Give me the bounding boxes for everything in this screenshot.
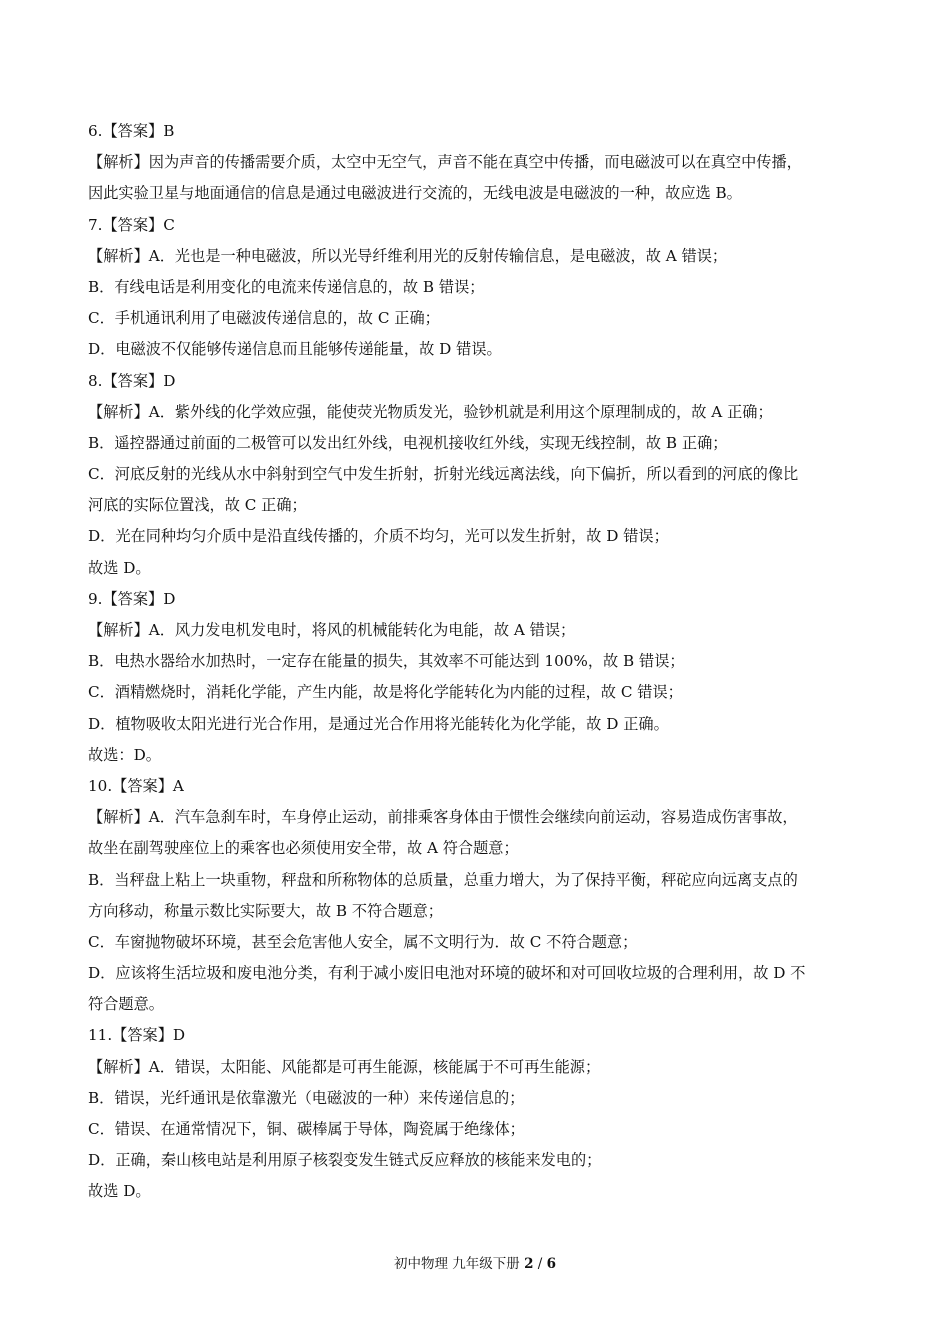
answer-analysis-content — [88, 116, 868, 1208]
footer-separator: / — [537, 1256, 543, 1272]
footer-page-total: 6 — [546, 1256, 557, 1272]
analysis-line: D．应该将生活垃圾和废电池分类，有利于减小废旧电池对环境的破坏和对可回收垃圾的合理利用，故 D 不 — [88, 964, 806, 983]
answer-line: 10.【答案】A — [88, 776, 184, 795]
analysis-line: C．河底反射的光线从水中斜射到空气中发生折射，折射光线远离法线，向下偏折，所以看到的河底的像比 — [88, 465, 799, 484]
analysis-line: C．错误、在通常情况下，铜、碳棒属于导体，陶瓷属于绝缘体； — [88, 1120, 525, 1138]
analysis-line: 方向移动，称量示数比实际要大，故 B 不符合题意； — [88, 901, 443, 920]
analysis-line: 【解析】因为声音的传播需要介质，太空中无空气，声音不能在真空中传播，而电磁波可以在真空中传播， — [88, 153, 802, 172]
answer-line: 9.【答案】D — [88, 589, 176, 608]
analysis-line: 【解析】A．光也是一种电磁波，所以光导纤维利用光的反射传输信息，是电磁波，故 A 错误； — [88, 246, 728, 265]
analysis-line: 【解析】A．风力发电机发电时，将风的机械能转化为电能，故 A 错误； — [88, 621, 576, 639]
analysis-line: D．正确，秦山核电站是利用原子核裂变发生链式反应释放的核能来发电的； — [88, 1151, 602, 1170]
analysis-line: 符合题意。 — [88, 995, 164, 1014]
analysis-line: 【解析】A．汽车急刹车时，车身停止运动，前排乘客身体由于惯性会继续向前运动，容易造成伤害事故， — [88, 808, 798, 827]
analysis-line: 故选：D。 — [88, 745, 161, 764]
analysis-line: B．电热水器给水加热时，一定存在能量的损失，其效率不可能达到 100%，故 B 错误； — [88, 652, 685, 671]
analysis-line: 故选 D。 — [88, 1182, 151, 1201]
analysis-line: 故选 D。 — [88, 558, 151, 577]
answer-line: 11.【答案】D — [88, 1026, 186, 1045]
footer-subject: 初中物理 九年级下册 — [393, 1256, 520, 1272]
analysis-line: D．电磁波不仅能够传递信息而且能够传递能量，故 D 错误。 — [88, 340, 502, 359]
analysis-line: B．遥控器通过前面的二极管可以发出红外线，电视机接收红外线，实现无线控制，故 B 正确； — [88, 433, 728, 452]
analysis-line: C．车窗抛物破坏环境，甚至会危害他人安全，属不文明行为．故 C 不符合题意； — [88, 932, 638, 951]
page-footer — [0, 1254, 950, 1274]
analysis-line: B．当秤盘上粘上一块重物，秤盘和所称物体的总质量，总重力增大，为了保持平衡，秤砣应向远离支点的 — [88, 870, 798, 889]
analysis-line: 故坐在副驾驶座位上的乘客也必须使用安全带，故 A 符合题意； — [88, 839, 519, 858]
analysis-line: 【解析】A．错误，太阳能、风能都是可再生能源，核能属于不可再生能源； — [88, 1057, 601, 1076]
answer-line: 7.【答案】C — [88, 215, 175, 234]
analysis-line: B．有线电话是利用变化的电流来传递信息的，故 B 错误； — [88, 277, 485, 296]
analysis-line: D．光在同种均匀介质中是沿直线传播的，介质不均匀，光可以发生折射，故 D 错误； — [88, 527, 669, 546]
analysis-line: C．酒精燃烧时，消耗化学能，产生内能，故是将化学能转化为内能的过程，故 C 错误； — [88, 683, 683, 702]
answer-line: 6.【答案】B — [88, 122, 175, 140]
analysis-line: 因此实验卫星与地面通信的信息是通过电磁波进行交流的，无线电波是电磁波的一种，故应选 B。 — [88, 184, 742, 203]
analysis-line: 河底的实际位置浅，故 C 正确； — [88, 496, 307, 515]
footer-page-number: 2 — [524, 1256, 534, 1272]
analysis-line: 【解析】A．紫外线的化学效应强，能使荧光物质发光，验钞机就是利用这个原理制成的，故 A 正确； — [88, 402, 773, 421]
analysis-line: B．错误，光纤通讯是依靠激光（电磁波的一种）来传递信息的； — [88, 1088, 525, 1107]
answer-line: 8.【答案】D — [88, 371, 176, 390]
analysis-line: C．手机通讯利用了电磁波传递信息的，故 C 正确； — [88, 309, 440, 328]
analysis-line: D．植物吸收太阳光进行光合作用，是通过光合作用将光能转化为化学能，故 D 正确。 — [88, 714, 669, 733]
